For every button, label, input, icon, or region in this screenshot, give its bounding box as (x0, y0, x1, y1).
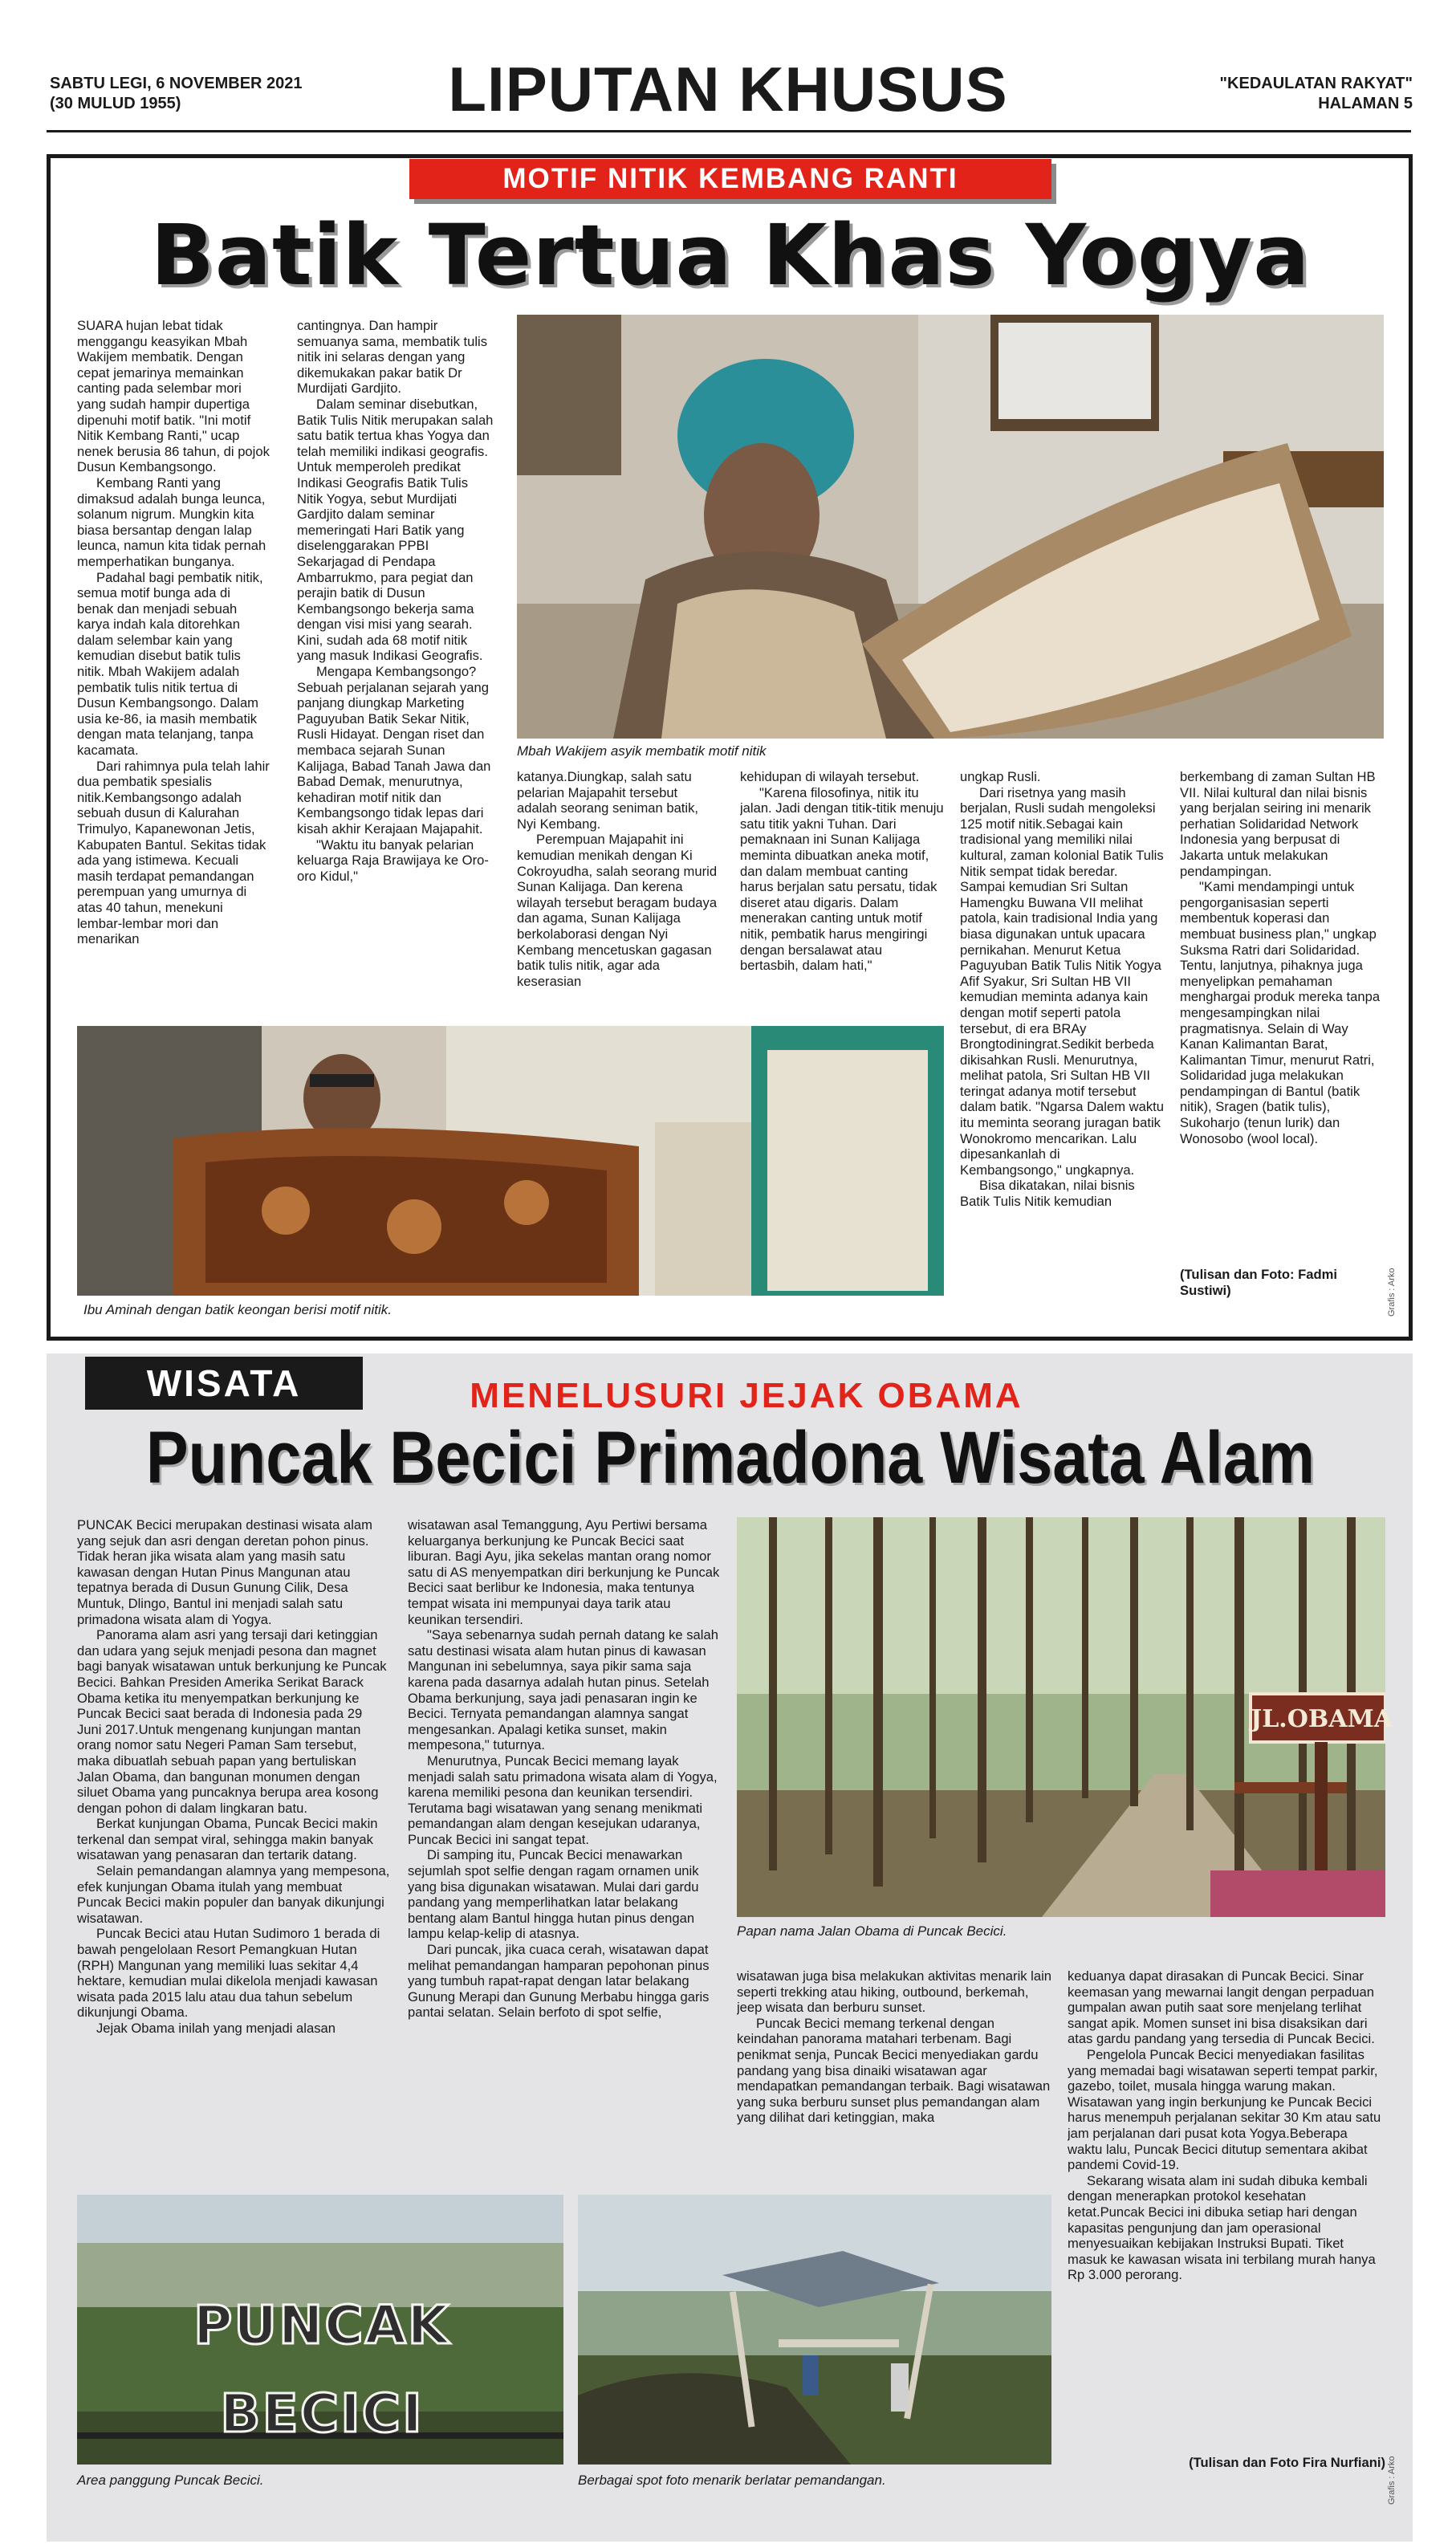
article2-headline: Puncak Becici Primadona Wisata Alam (145, 1417, 1316, 1499)
section-tag-wisata: WISATA (85, 1357, 363, 1410)
article2-kicker: MENELUSURI JEJAK OBAMA (470, 1376, 1023, 1415)
photo-spot-foto (578, 2195, 1051, 2465)
grafis-credit-2: Grafis : Arko (1387, 2456, 1397, 2505)
article2-column-3 (737, 1968, 1051, 2185)
paragraph: Dari risetnya yang masih berjalan, Rusli sudah mengoleksi 125 motif nitik.Sebagai kain tradisional yang memiliki nilai kultural, zaman kolonial Batik Tulis Nitik sempat tidak beredar. Sampai kemudian Sri Sultan Hamengku Buwana VII melihat patola, kain tradisional India yang biasa digunakan untuk upacara pernikahan. Menurut Ketua Paguyuban Batik Tulis Nitik Yogya Afif Syakur, Sri Sultan HB VII kemudian meminta adanya kain dengan motif seperti patola tersebut, di era BRAy Brongtodiningrat.Sedikit berbeda dikisahkan Rusli. Menurutnya, melihat patola, Sri Sultan HB VII teringat adanya motif tersebut dalam batik. "Ngarsa Dalem waktu itu meminta seorang juragan batik Wonokromo mencarikan. Lalu dipesankanlah di Kembangsongo," ungkapnya. (960, 784, 1164, 1178)
article1-column-6 (1180, 769, 1384, 1267)
paragraph: Puncak Becici memang terkenal dengan keindahan panorama matahari terbenam. Bagi penikmat senja, Puncak Becici menyediakan gardu pandang yang bisa dinaiki wisatawan agar mendapatkan pemandangan terbaik. Bagi wisatawan yang suka berburu sunset plus pemandangan alam yang dilihat dari ketinggian, maka (737, 2015, 1051, 2126)
article1-kicker: MOTIF NITIK KEMBANG RANTI (409, 159, 1051, 199)
caption-photo-5: Berbagai spot foto menarik berlatar pemandangan. (578, 2473, 886, 2488)
article2-column-1 (77, 1517, 390, 2182)
caption-photo-1: Mbah Wakijem asyik membatik motif nitik (517, 743, 767, 759)
page-label: HALAMAN 5 (1318, 95, 1413, 112)
article1-credit: (Tulisan dan Foto: Fadmi Sustiwi) (1180, 1267, 1338, 1298)
header-paper (1068, 74, 1413, 114)
date-line: SABTU LEGI, 6 NOVEMBER 2021 (50, 75, 303, 92)
paragraph: Pengelola Puncak Becici menyediakan fasilitas yang memadai bagi wisatawan seperti tempat parkir, gazebo, toilet, musala hingga warung makan. Wisatawan yang ingin berkunjung ke Puncak Becici harus menempuh perjalanan sekitar 30 Km atau satu jam perjalanan dari pusat kota Yogya.Beberapa waktu lalu, Puncak Becici ditutup sementara akibat pandemi Covid-19. (1068, 2046, 1381, 2173)
article2-credit: (Tulisan dan Foto Fira Nurfiani) (1189, 2455, 1385, 2470)
caption-photo-3: Papan nama Jalan Obama di Puncak Becici. (737, 1923, 1007, 1939)
paragraph: Dari puncak, jika cuaca cerah, wisatawan dapat melihat pemandangan hamparan pepohonan pinus yang tumbuh rapat-rapat dengan latar belakang Gunung Merapi dan Gunung Merbabu hingga garis pantai selatan. Selain berfoto di spot selfie, (408, 1942, 710, 2021)
paragraph: "Saya sebenarnya sudah pernah datang ke salah satu destinasi wisata alam hutan pinus di kawasan Mangunan ini sebelumnya, saya pikir sama saja karena pada dasarnya adalah hutan pinus. Setelah Obama berkunjung, saya jadi penasaran ingin ke Becici. Ternyata pemandangan alamnya sangat mengesankan. Apalagi ketika sunset, makin mempesona," tuturnya. (408, 1627, 718, 1753)
article2-column-2 (408, 1517, 722, 2182)
paragraph: Sekarang wisata alam ini sudah dibuka kembali dengan menerapkan protokol kesehatan ketat.Puncak Becici ini dibuka setiap hari dengan kapasitas pengunjung dan jam operasional menyesuaikan kebijakan Instruksi Bupati. Tiket masuk ke kawasan wisata ini terbilang murah hanya Rp 3.000 perorang. (1068, 2172, 1376, 2283)
paragraph: Perempuan Majapahit ini kemudian menikah dengan Ki Cokroyudha, salah seorang murid Sunan Kalijaga. Dan kerena wilayah tersebut beragam budaya dan agama, Sunan Kalijaga berkolaborasi dengan Nyi Kembang mencetuskan gagasan batik tulis nitik, agar ada keserasian (517, 832, 718, 989)
hijri-line: (30 MULUD 1955) (50, 95, 181, 112)
paragraph: Kembang Ranti yang dimaksud adalah bunga leunca, solanum nigrum. Mungkin kita biasa bersantap dengan lalap leunca, namun kita tidak pernah memperhatikan bunganya. (77, 474, 266, 569)
paragraph: "Karena filosofinya, nitik itu jalan. Jadi dengan titik-titik menuju satu titik yakni Tuhan. Dari pemaknaan ini Sunan Kalijaga meminta dibuatkan aneka motif, dan dalam membuat canting harus berjalan satu persatu, tidak diseret atau digaris. Dalam menerakan canting untuk motif nitik, pembatik harus mengiringi dengan bersalawat atau bertasbih, dalam hati," (740, 784, 944, 974)
paragraph: PUNCAK Becici merupakan destinasi wisata alam yang sejuk dan asri dengan deretan pohon pinus. Tidak heran jika wisata alam yang masih satu kawasan dengan Hutan Pinus Mangunan atau tepatnya berada di Dusun Gunung Cilik, Desa Muntuk, Dlingo, Bantul ini menjadi salah satu primadona wisata alam di Yogya. (77, 1517, 372, 1627)
article1-headline: Batik Tertua Khas Yogya (150, 206, 1311, 304)
caption-photo-2: Ibu Aminah dengan batik keongan berisi motif nitik. (83, 1302, 392, 1317)
puncak-becici-letters: PUNCAK BECICI (193, 2294, 450, 2444)
paragraph: Selain pemandangan alamnya yang mempesona, efek kunjungan Obama itulah yang membuat Puncak Becici makin populer dan banyak dikunjungi wisatawan. (77, 1863, 390, 1926)
paragraph: Berkat kunjungan Obama, Puncak Becici makin terkenal dan sempat viral, sehingga makin banyak wisatawan yang penasaran dan tertarik datang. (77, 1816, 378, 1863)
paragraph: SUARA hujan lebat tidak menggangu keasyikan Mbah Wakijem membatik. Dengan cepat jemarinya memainkan canting pada selembar mori yang sudah hampir dupertiga dipenuhi motif batik. "Ini motif Nitik Kembang Ranti," ucap nenek berusia 86 tahun, di pojok Dusun Kembangsongo. (77, 318, 270, 475)
paragraph: berkembang di zaman Sultan HB VII. Nilai kultural dan nilai bisnis yang berjalan seiring ini menarik perhatian Solidaridad Network Indonesia yang berpusat di Jakarta untuk melakukan pendampingan. (1180, 769, 1376, 879)
paragraph: Jejak Obama inilah yang menjadi alasan (96, 2021, 336, 2036)
article1-column-5 (960, 769, 1164, 1299)
header-rule (47, 130, 1411, 132)
paragraph: Panorama alam asri yang tersaji dari ketinggian dan udara yang sejuk menjadi pesona dan magnet bagi banyak wisatawan untuk berkunjung ke Puncak Becici. Bahkan Presiden Amerika Serikat Barack Obama ketika itu menyempatkan berkunjung ke Puncak Becici saat berada di Indonesia pada 29 Juni 2017.Untuk mengenang kunjungan mantan orang nomor satu Negeri Paman Sam tersebut, maka dibuatlah sebuah papan yang bertuliskan Jalan Obama, dan bangunan monumen dengan siluet Obama yang puncaknya berupa area kosong dengan pohon di dalam lingkaran batu. (77, 1627, 387, 1816)
paragraph: "Waktu itu banyak pelarian keluarga Raja Brawijaya ke Oro-oro Kidul," (297, 836, 489, 884)
article2-column-4 (1068, 1968, 1385, 2450)
paragraph: Padahal bagi pembatik nitik, semua motif bunga ada di benak dan menjadi sebuah karya indah kala ditorehkan dalam selembar kain yang kemudian disebut batik tulis nitik. Mbah Wakijem adalah pembatik tulis nitik tertua di Dusun Kembangsongo. Dalam usia ke-86, ia masih membatik dengan mata telanjang, tanpa kacamata. (77, 569, 263, 759)
photo-mbah-wakijem (517, 315, 1384, 739)
header-date (50, 74, 387, 114)
article1-column-4 (740, 769, 944, 1020)
paragraph: Dari rahimnya pula telah lahir dua pembatik spesialis nitik.Kembangsongo adalah sebuah dusun di Kalurahan Trimulyo, Kapanewonan Jetis, Kabupaten Bantul. Sekitas tidak ada yang istimewa. Kecuali masih terdapat pemandangan perempuan yang umurnya di atas 40 tahun, menekuni lembar-lembar mori dan menarikan (77, 758, 270, 947)
paragraph: keduanya dapat dirasakan di Puncak Becici. Sinar keemasan yang mewarnai langit dengan perpaduan gumpalan awan putih saat sore menjelang terlihat sangat apik. Momen sunset ini bisa disaksikan dari atas gardu pandang yang tersedia di Puncak Becici. (1068, 1968, 1375, 2047)
paragraph: katanya.Diungkap, salah satu pelarian Majapahit tersebut adalah seorang seniman batik, Nyi Kembang. (517, 769, 699, 832)
paragraph: Dalam seminar disebutkan, Batik Tulis Nitik merupakan salah satu batik tertua khas Yogya dan telah memiliki indikasi geografis. Untuk memperoleh predikat Indikasi Geografis Batik Tulis Nitik Yogya, sebut Murdijati Gardjito dalam seminar memeringati Hari Batik yang diselenggarakan PPBI Sekarjagad di Pendapa Ambarrukmo, para pegiat dan perajin batik di Dusun Kembangsongo bekerja sama dengan visi misi yang searah. Kini, sudah ada 68 motif nitik yang masuk Indikasi Geografis. (297, 396, 494, 664)
paragraph: kehidupan di wilayah tersebut. (740, 769, 920, 784)
paper-name: "KEDAULATAN RAKYAT" (1219, 75, 1413, 92)
article1-column-1 (77, 318, 270, 1020)
paragraph: wisatawan juga bisa melakukan aktivitas menarik lain seperti trekking atau hiking, outbound, berkemah, jeep wisata dan berburu sunset. (737, 1968, 1051, 2016)
grafis-credit-1: Grafis : Arko (1387, 1268, 1397, 1317)
article1-column-2 (297, 318, 494, 1020)
paragraph: Bisa dikatakan, nilai bisnis Batik Tulis Nitik kemudian (960, 1178, 1135, 1210)
masthead: LIPUTAN KHUSUS (448, 54, 1008, 124)
article1-column-3 (517, 769, 721, 1020)
paragraph: "Kami mendampingi untuk pengorganisasian seperti membentuk koperasi dan membuat business plan," ungkap Suksma Ratri dari Solidaridad. Tentu, lanjutnya, pihaknya juga menyelipkan pemahaman menghargai produk mereka tanpa mengesampingkan nilai pragmatisnya. Selain di Way Kanan Kalimantan Barat, Kalimantan Timur, menurut Ratri, Solidaridad juga melakukan pendampingan di Bantul (batik nitik), Sragen (batik tulis), Sukoharjo (tenun lurik) dan Wonosobo (wool local). (1180, 879, 1381, 1146)
paragraph: wisatawan asal Temanggung, Ayu Pertiwi bersama keluarganya berkunjung ke Puncak Becici saat liburan. Bagi Ayu, jika sekelas mantan orang nomor satu di AS menyempatkan diri berkunjung ke Puncak Becici saat berlibur ke Indonesia, maka tentunya tempat wisata ini mempunyai daya tarik atau keunikan tersendiri. (408, 1517, 720, 1627)
obama-sign-text: JL.OBAMA (1251, 1705, 1393, 1733)
paragraph: Mengapa Kembangsongo? Sebuah perjalanan sejarah yang panjang diungkap Marketing Paguyuban Batik Sekar Nitik, Rusli Hidayat. Dengan riset dan membaca sejarah Sunan Kalijaga, Babad Tanah Jawa dan Babad Demak, menurutnya, kehadiran motif nitik dan Kembangsongo tidak lepas dari kisah akhir Kerajaan Majapahit. (297, 664, 491, 836)
paragraph: ungkap Rusli. (960, 769, 1041, 784)
paragraph: Puncak Becici atau Hutan Sudimoro 1 berada di bawah pengelolaan Resort Pemangkuan Hutan (RPH) Mangunan yang memiliki luas sekitar 4,4 hektare, kemudian mulai dikelola menjadi kawasan wisata pada 2015 lalu atau dua tahun sebelum dikunjungi Obama. (77, 1926, 380, 2021)
caption-photo-4: Area panggung Puncak Becici. (77, 2473, 264, 2488)
photo-ibu-aminah (77, 1026, 944, 1296)
paragraph: Di samping itu, Puncak Becici menawarkan sejumlah spot selfie dengan ragam ornamen unik yang bisa digunakan wisatawan. Mulai dari gardu pandang yang memperlihatkan latar belakang bentang alam Bantul hingga hutan pinus dengan lampu kelap-kelip di atasnya. (408, 1847, 699, 1942)
paragraph: cantingnya. Dan hampir semuanya sama, membatik tulis nitik ini selaras dengan yang dikemukakan pakar batik Dr Murdijati Gardjito. (297, 318, 488, 397)
paragraph: Menurutnya, Puncak Becici memang layak menjadi salah satu primadona wisata alam di Yogya, karena memiliki pesona dan keunikan tersendiri. Terutama bagi wisatawan yang senang menikmati pemandangan alam dengan kesejukan udaranya, Puncak Becici ini sangat tepat. (408, 1752, 718, 1847)
